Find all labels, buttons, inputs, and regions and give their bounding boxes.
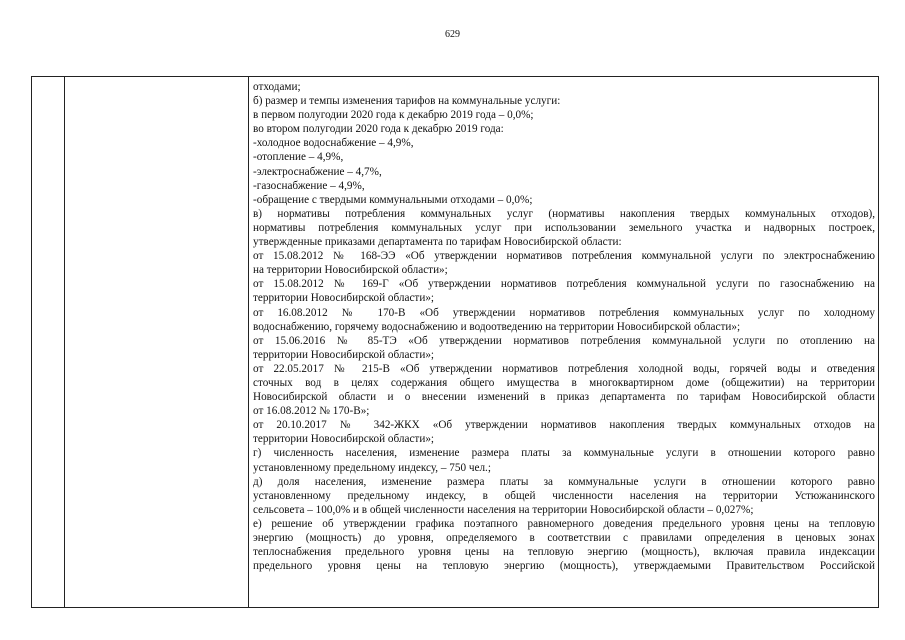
text-line: -электроснабжение – 4,7%,: [253, 165, 382, 178]
page-number: 629: [445, 29, 460, 40]
text-line: территории Новосибирской области»;: [253, 348, 435, 361]
text-line: теплоснабжения предельного уровня цены на тепловую энергию (мощность), включая правила индексации: [253, 546, 875, 559]
document-table: [31, 76, 879, 608]
text-line: от 16.08.2012 № 170-В»;: [253, 405, 370, 418]
text-line: территории Новосибирской области»;: [253, 292, 435, 305]
text-line: установленному предельному индексу, в общей численности населения на территории Устюжанинского: [253, 489, 875, 502]
text-line: -обращение с твердыми коммунальными отходами – 0,0%;: [253, 193, 533, 206]
text-line: отходами;: [253, 81, 301, 93]
text-line: в) нормативы потребления коммунальных услуг (нормативы накопления твердых коммунальных отходов),: [253, 207, 875, 220]
text-line: в первом полугодии 2020 года к декабрю 2019 года – 0,0%;: [253, 109, 534, 122]
text-line: сточных вод в целях содержания общего имущества в многоквартирном доме (общежитии) на территории: [253, 376, 875, 389]
text-line: территории Новосибирской области»;: [253, 433, 435, 446]
text-line: утвержденные приказами департамента по тарифам Новосибирской области:: [253, 236, 622, 249]
text-line: водоснабжению, горячему водоснабжению и водоотведению на территории Новосибирской области»;: [253, 320, 741, 333]
text-line: предельного уровня цены на тепловую энергию (мощность), утверждаемыми Правительством Российской: [253, 560, 875, 573]
text-line: во втором полугодии 2020 года к декабрю 2019 года:: [253, 123, 504, 136]
text-line: -холодное водоснабжение – 4,9%,: [253, 137, 414, 150]
column-divider-1: [64, 77, 65, 607]
text-line: -газоснабжение – 4,9%,: [253, 179, 365, 192]
column-divider-2: [248, 77, 249, 607]
text-line: сельсовета – 100,0% и в общей численности населения на территории Новосибирской области – 0,027%;: [253, 503, 754, 516]
table-cell-text: [253, 80, 875, 573]
text-line: д) доля населения, изменение размера платы за коммунальные услуги в отношении которого равно: [253, 475, 875, 488]
text-line: Новосибирской области и о внесении изменений в приказ департамента по тарифам Новосибирской области: [253, 391, 875, 404]
text-line: на территории Новосибирской области»;: [253, 264, 448, 277]
text-line: от 15.08.2012 № 168-ЭЭ «Об утверждении нормативов потребления коммунальной услуги по электроснабжению: [253, 250, 875, 263]
text-line: е) решение об утверждении графика поэтапного равномерного доведения предельного уровня цены на тепловую: [253, 517, 875, 530]
text-line: от 15.08.2012 № 169-Г «Об утверждении нормативов потребления коммунальной услуги по газоснабжению на: [253, 278, 875, 291]
text-line: от 15.06.2016 № 85-ТЭ «Об утверждении нормативов потребления коммунальной услуги по отоплению на: [253, 334, 875, 347]
text-line: от 16.08.2012 № 170-В «Об утверждении нормативов потребления коммунальных услуг по холодному: [253, 306, 875, 319]
text-line: установленному предельному индексу, – 750 чел.;: [253, 461, 491, 474]
text-line: энергию (мощность) до уровня, определяемого в соответствии с правилами определения в ценовых зонах: [253, 532, 875, 544]
text-line: от 20.10.2017 № 342-ЖКХ «Об утверждении нормативов накопления твердых коммунальных отходов на: [253, 419, 875, 432]
text-line: нормативы потребления коммунальных услуг при использовании земельного участка и надворных построек,: [253, 221, 875, 234]
text-line: г) численность населения, изменение размера платы за коммунальные услуги в отношении которого равно: [253, 447, 875, 460]
text-line: от 22.05.2017 № 215-В «Об утверждении нормативов потребления холодной воды, горячей воды и отведения: [253, 362, 875, 375]
text-line: -отопление – 4,9%,: [253, 151, 344, 164]
text-line: б) размер и темпы изменения тарифов на коммунальные услуги:: [253, 95, 561, 108]
